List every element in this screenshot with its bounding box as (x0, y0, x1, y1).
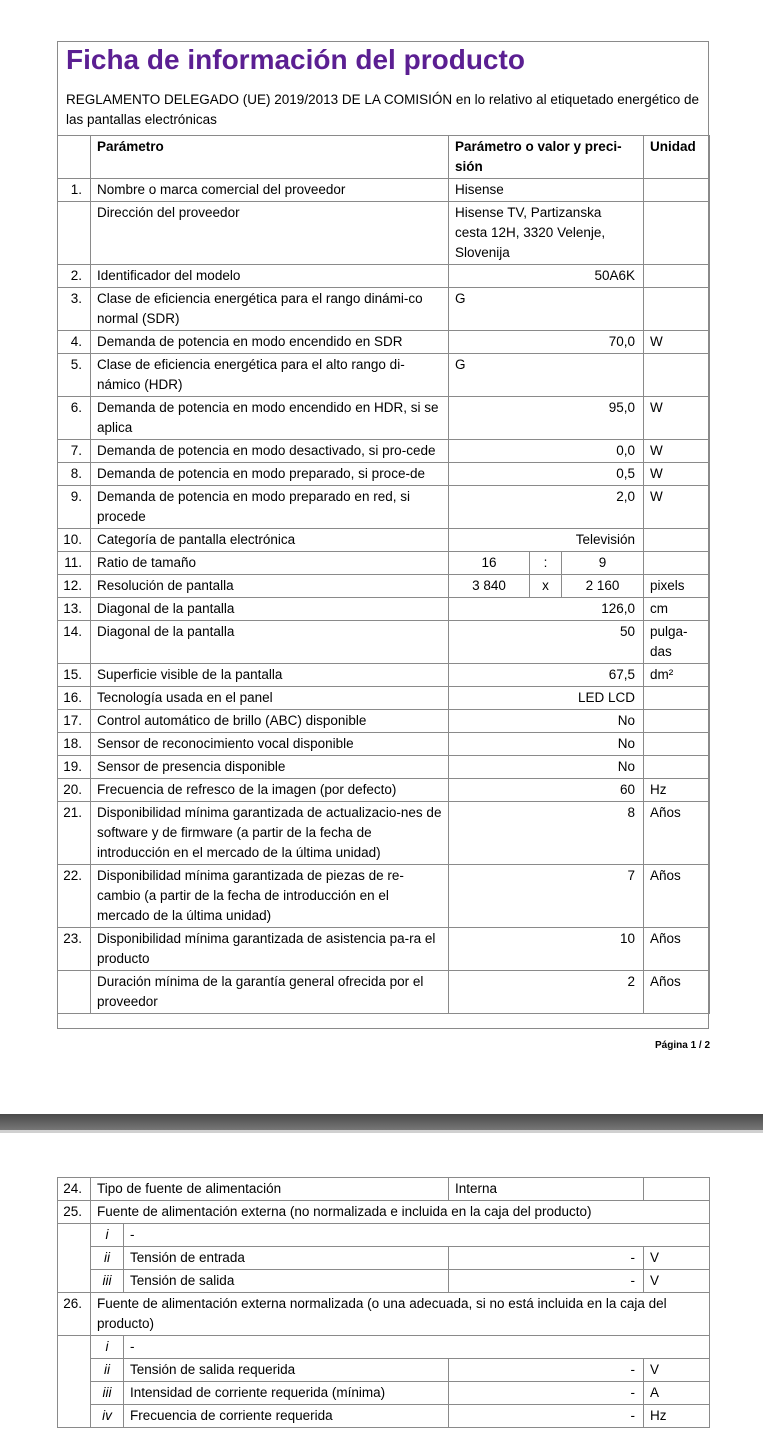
row-parameter: Demanda de potencia en modo encendido en SDR (91, 331, 449, 354)
row-value: Televisión (449, 529, 644, 552)
row-parameter: Dirección del proveedor (91, 202, 449, 265)
row-parameter: Frecuencia de refresco de la imagen (por defecto) (91, 779, 449, 802)
row-value-part: 9 (562, 552, 644, 575)
row-parameter: Demanda de potencia en modo preparado en red, si procede (91, 486, 449, 529)
row-parameter: Demanda de potencia en modo encendido en HDR, si se aplica (91, 397, 449, 440)
sub-label: - (124, 1336, 710, 1359)
table-row (58, 928, 710, 971)
row-value: 7 (449, 865, 644, 928)
row-parameter: Demanda de potencia en modo preparado, si proce-de (91, 463, 449, 486)
row-unit (644, 529, 710, 552)
table-row (58, 756, 710, 779)
row-value-part: 3 840 (449, 575, 530, 598)
table-row (58, 179, 710, 202)
row-unit: pulga-das (644, 621, 710, 664)
row-parameter: Identificador del modelo (91, 265, 449, 288)
row-unit: W (644, 331, 710, 354)
row-parameter: Clase de eficiencia energética para el rango dinámi-co normal (SDR) (91, 288, 449, 331)
row-unit: W (644, 440, 710, 463)
row-parameter: Demanda de potencia en modo desactivado, si pro-cede (91, 440, 449, 463)
table-row (58, 779, 710, 802)
row-value: 50A6K (449, 265, 644, 288)
row-number: 23. (58, 928, 91, 971)
row-parameter: Sensor de reconocimiento vocal disponible (91, 733, 449, 756)
row-unit (644, 710, 710, 733)
row-unit: Años (644, 928, 710, 971)
table-row (58, 397, 710, 440)
row-value: 95,0 (449, 397, 644, 440)
table-row (58, 621, 710, 664)
sub-index: iii (91, 1270, 124, 1293)
table-row-25 (58, 1201, 710, 1224)
table-row (58, 552, 710, 575)
row-number: 16. (58, 687, 91, 710)
sub-row (58, 1382, 710, 1405)
row-number: 20. (58, 779, 91, 802)
sub-value: - (449, 1270, 644, 1293)
sub-index: i (91, 1224, 124, 1247)
table-row (58, 971, 710, 1014)
row-unit: Hz (644, 779, 710, 802)
row-unit (644, 288, 710, 331)
sub-value: - (449, 1405, 644, 1428)
row-parameter: Duración mínima de la garantía general ofrecida por el proveedor (91, 971, 449, 1014)
row-parameter: Disponibilidad mínima garantizada de actualizacio-nes de software y de firmware (a partir de la fecha de introducción en el mercado de la última unidad) (91, 802, 449, 865)
row-value: 50 (449, 621, 644, 664)
row-value-part: 2 160 (562, 575, 644, 598)
row-unit: Años (644, 971, 710, 1014)
sub-value: - (449, 1247, 644, 1270)
row-value: 126,0 (449, 598, 644, 621)
row-parameter: Sensor de presencia disponible (91, 756, 449, 779)
table-row (58, 202, 710, 265)
table-row (58, 733, 710, 756)
row-number: 13. (58, 598, 91, 621)
sub-index: iv (91, 1405, 124, 1428)
row-number: 15. (58, 664, 91, 687)
row-number: 3. (58, 288, 91, 331)
row-parameter: Disponibilidad mínima garantizada de piezas de re-cambio (a partir de la fecha de introducción en el mercado de la última unidad) (91, 865, 449, 928)
row-unit (644, 756, 710, 779)
row-number: 4. (58, 331, 91, 354)
table-row (58, 486, 710, 529)
sub-row (58, 1247, 710, 1270)
row-parameter: Categoría de pantalla electrónica (91, 529, 449, 552)
sub-value: - (449, 1359, 644, 1382)
row-number: 7. (58, 440, 91, 463)
row-value: G (449, 354, 644, 397)
row-number: 21. (58, 802, 91, 865)
row-value: Hisense (449, 179, 644, 202)
row-number: 2. (58, 265, 91, 288)
row-value: 2 (449, 971, 644, 1014)
sub-unit: V (644, 1247, 710, 1270)
row-value: 67,5 (449, 664, 644, 687)
row-number: 26. (58, 1293, 91, 1336)
row-unit: dm² (644, 664, 710, 687)
regulation-subtitle: REGLAMENTO DELEGADO (UE) 2019/2013 DE LA COMISIÓN en lo relativo al etiquetado energético de las pantallas electrónicas (66, 92, 700, 127)
sub-label: Tensión de entrada (124, 1247, 449, 1270)
row-unit (644, 179, 710, 202)
table-header-row (58, 136, 710, 179)
sub-value: - (449, 1382, 644, 1405)
row-parameter: Tecnología usada en el panel (91, 687, 449, 710)
row-unit: Años (644, 802, 710, 865)
sub-unit: A (644, 1382, 710, 1405)
row-unit: W (644, 397, 710, 440)
table-row (58, 331, 710, 354)
sub-row (58, 1270, 710, 1293)
row-number: 22. (58, 865, 91, 928)
row-parameter: Fuente de alimentación externa (no normalizada e incluida en la caja del producto) (91, 1201, 710, 1224)
row-parameter: Ratio de tamaño (91, 552, 449, 575)
sub-label: Tensión de salida requerida (124, 1359, 449, 1382)
row-value-separator: x (530, 575, 562, 598)
sub-row (58, 1359, 710, 1382)
sub-row (58, 1336, 710, 1359)
sub-label: - (124, 1224, 710, 1247)
row-value: 70,0 (449, 331, 644, 354)
row-parameter: Clase de eficiencia energética para el alto rango di-námico (HDR) (91, 354, 449, 397)
product-info-table-page-2 (57, 1177, 710, 1428)
row-unit: W (644, 463, 710, 486)
row-value: 8 (449, 802, 644, 865)
row-number: 24. (58, 1178, 91, 1201)
table-row (58, 265, 710, 288)
row-parameter: Diagonal de la pantalla (91, 621, 449, 664)
table-row (58, 288, 710, 331)
row-number: 5. (58, 354, 91, 397)
row-unit (644, 687, 710, 710)
row-number (58, 202, 91, 265)
row-number: 10. (58, 529, 91, 552)
row-number: 11. (58, 552, 91, 575)
row-value: No (449, 733, 644, 756)
row-parameter: Tipo de fuente de alimentación (91, 1178, 449, 1201)
row-value: No (449, 710, 644, 733)
row-unit (644, 733, 710, 756)
header-unit: Unidad (644, 136, 710, 179)
table-row (58, 575, 710, 598)
page-number: Página 1 / 2 (655, 1040, 711, 1051)
row-unit (644, 354, 710, 397)
row-parameter: Diagonal de la pantalla (91, 598, 449, 621)
row-number: 18. (58, 733, 91, 756)
table-row (58, 687, 710, 710)
row-number: 19. (58, 756, 91, 779)
row-parameter: Nombre o marca comercial del proveedor (91, 179, 449, 202)
row-parameter: Control automático de brillo (ABC) disponible (91, 710, 449, 733)
row-number (58, 971, 91, 1014)
row-parameter: Resolución de pantalla (91, 575, 449, 598)
row-value-separator: : (530, 552, 562, 575)
table-row (58, 710, 710, 733)
product-info-table (57, 135, 710, 1014)
table-row (58, 354, 710, 397)
row-number: 12. (58, 575, 91, 598)
row-value: Hisense TV, Partizanska cesta 12H, 3320 Velenje, Slovenija (449, 202, 644, 265)
sub-label: Tensión de salida (124, 1270, 449, 1293)
row-unit: Años (644, 865, 710, 928)
sub-unit: Hz (644, 1405, 710, 1428)
header-parameter: Parámetro (91, 136, 449, 179)
row-value: 0,5 (449, 463, 644, 486)
table-row (58, 664, 710, 687)
table-row (58, 802, 710, 865)
row-parameter: Superficie visible de la pantalla (91, 664, 449, 687)
product-info-sheet-page-1 (57, 41, 709, 1029)
row-value: 2,0 (449, 486, 644, 529)
sub-unit: V (644, 1270, 710, 1293)
sub-label: Frecuencia de corriente requerida (124, 1405, 449, 1428)
row-parameter: Fuente de alimentación externa normalizada (o una adecuada, si no está incluida en la caja del producto) (91, 1293, 710, 1336)
sub-index: ii (91, 1247, 124, 1270)
row-unit: W (644, 486, 710, 529)
row-value: 0,0 (449, 440, 644, 463)
row-unit (644, 202, 710, 265)
row-value: 10 (449, 928, 644, 971)
sub-row (58, 1405, 710, 1428)
row-parameter: Disponibilidad mínima garantizada de asistencia pa-ra el producto (91, 928, 449, 971)
row-value-part: 16 (449, 552, 530, 575)
header-value: Parámetro o valor y preci-sión (449, 136, 644, 179)
row-unit: cm (644, 598, 710, 621)
page-divider (0, 1114, 763, 1133)
sub-row (58, 1224, 710, 1247)
sub-index: iii (91, 1382, 124, 1405)
table-row (58, 865, 710, 928)
row-number: 6. (58, 397, 91, 440)
row-unit (644, 265, 710, 288)
row-number: 25. (58, 1201, 91, 1224)
row-value: Interna (449, 1178, 644, 1201)
sub-index: i (91, 1336, 124, 1359)
row-number: 14. (58, 621, 91, 664)
table-row (58, 529, 710, 552)
page-title: Ficha de información del producto (66, 44, 525, 75)
row-unit (644, 552, 710, 575)
row-value: G (449, 288, 644, 331)
table-row (58, 440, 710, 463)
sub-label: Intensidad de corriente requerida (mínima) (124, 1382, 449, 1405)
table-row-24 (58, 1178, 710, 1201)
row-number: 17. (58, 710, 91, 733)
table-row (58, 463, 710, 486)
sub-unit: V (644, 1359, 710, 1382)
row-number: 8. (58, 463, 91, 486)
row-number: 9. (58, 486, 91, 529)
row-value: LED LCD (449, 687, 644, 710)
row-value: 60 (449, 779, 644, 802)
row-unit: pixels (644, 575, 710, 598)
row-number: 1. (58, 179, 91, 202)
table-row (58, 598, 710, 621)
row-value: No (449, 756, 644, 779)
table-row-26 (58, 1293, 710, 1336)
sub-index: ii (91, 1359, 124, 1382)
